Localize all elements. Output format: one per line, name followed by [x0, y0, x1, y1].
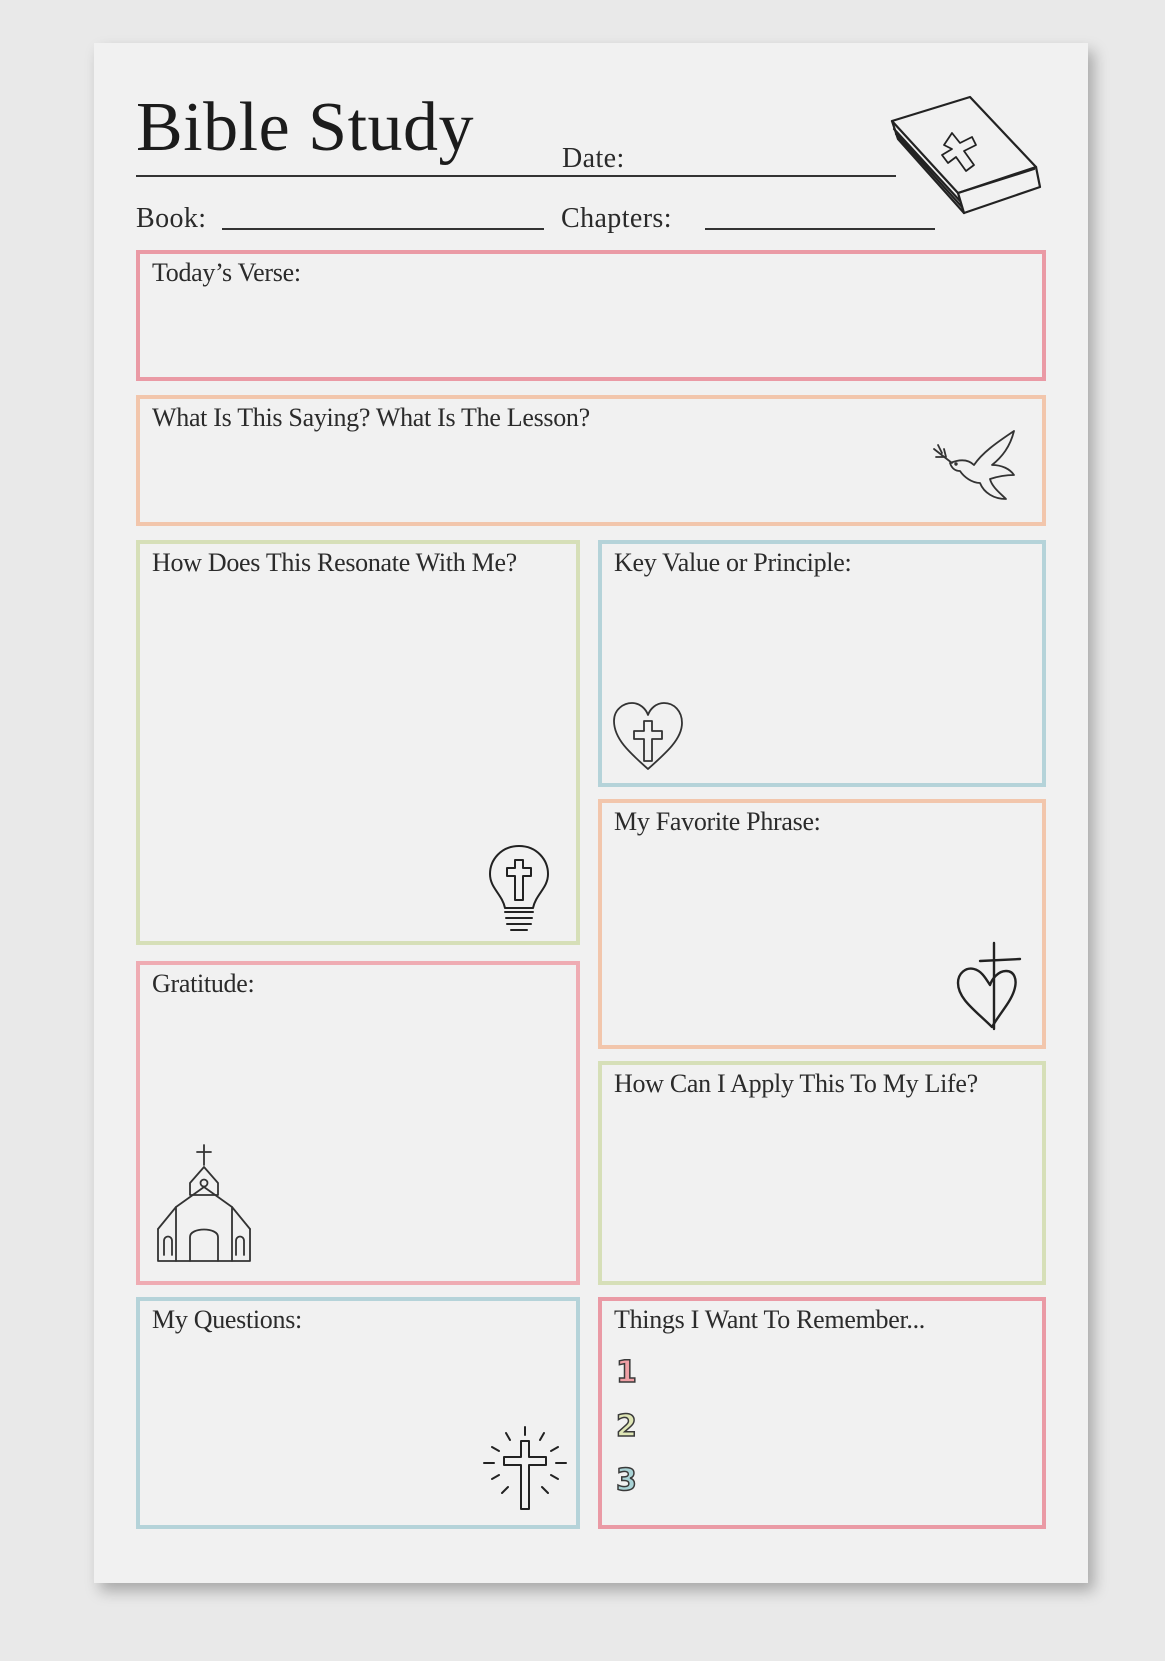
favorite-phrase-box[interactable]	[598, 799, 1046, 1049]
key-value-label: Key Value or Principle:	[614, 548, 852, 577]
book-field[interactable]	[222, 228, 544, 230]
questions-box[interactable]	[136, 1297, 580, 1529]
favorite-phrase-label: My Favorite Phrase:	[614, 807, 821, 836]
apply-box[interactable]	[598, 1061, 1046, 1285]
gratitude-label: Gratitude:	[152, 969, 255, 998]
church-icon	[154, 1143, 258, 1269]
book-label: Book:	[136, 203, 207, 234]
lesson-box[interactable]	[136, 395, 1046, 526]
todays-verse-label: Today’s Verse:	[152, 258, 301, 287]
chapters-label: Chapters:	[561, 203, 672, 234]
title-underline	[136, 175, 896, 177]
remember-item-number-3: 3	[616, 1463, 637, 1498]
remember-label: Things I Want To Remember...	[614, 1305, 925, 1334]
worksheet-page	[94, 43, 1088, 1583]
gratitude-box[interactable]	[136, 961, 580, 1285]
page-title: Bible Study	[136, 89, 475, 166]
remember-item-number-1: 1	[616, 1355, 637, 1390]
heart-with-cross-icon	[954, 939, 1029, 1034]
key-value-box[interactable]	[598, 540, 1046, 787]
heart-cross-icon	[610, 699, 686, 773]
todays-verse-box[interactable]	[136, 250, 1046, 381]
lightbulb-cross-icon	[484, 842, 554, 942]
lesson-label: What Is This Saying? What Is The Lesson?	[152, 403, 590, 432]
chapters-field[interactable]	[705, 228, 935, 230]
apply-label: How Can I Apply This To My Life?	[614, 1069, 978, 1098]
resonate-box[interactable]	[136, 540, 580, 945]
radiant-cross-icon	[480, 1423, 570, 1519]
remember-item-number-2: 2	[616, 1409, 637, 1444]
bible-icon	[884, 89, 1044, 224]
resonate-label: How Does This Resonate With Me?	[152, 548, 517, 577]
date-label: Date:	[562, 143, 625, 174]
dove-icon	[930, 413, 1030, 513]
questions-label: My Questions:	[152, 1305, 302, 1334]
remember-box[interactable]	[598, 1297, 1046, 1529]
